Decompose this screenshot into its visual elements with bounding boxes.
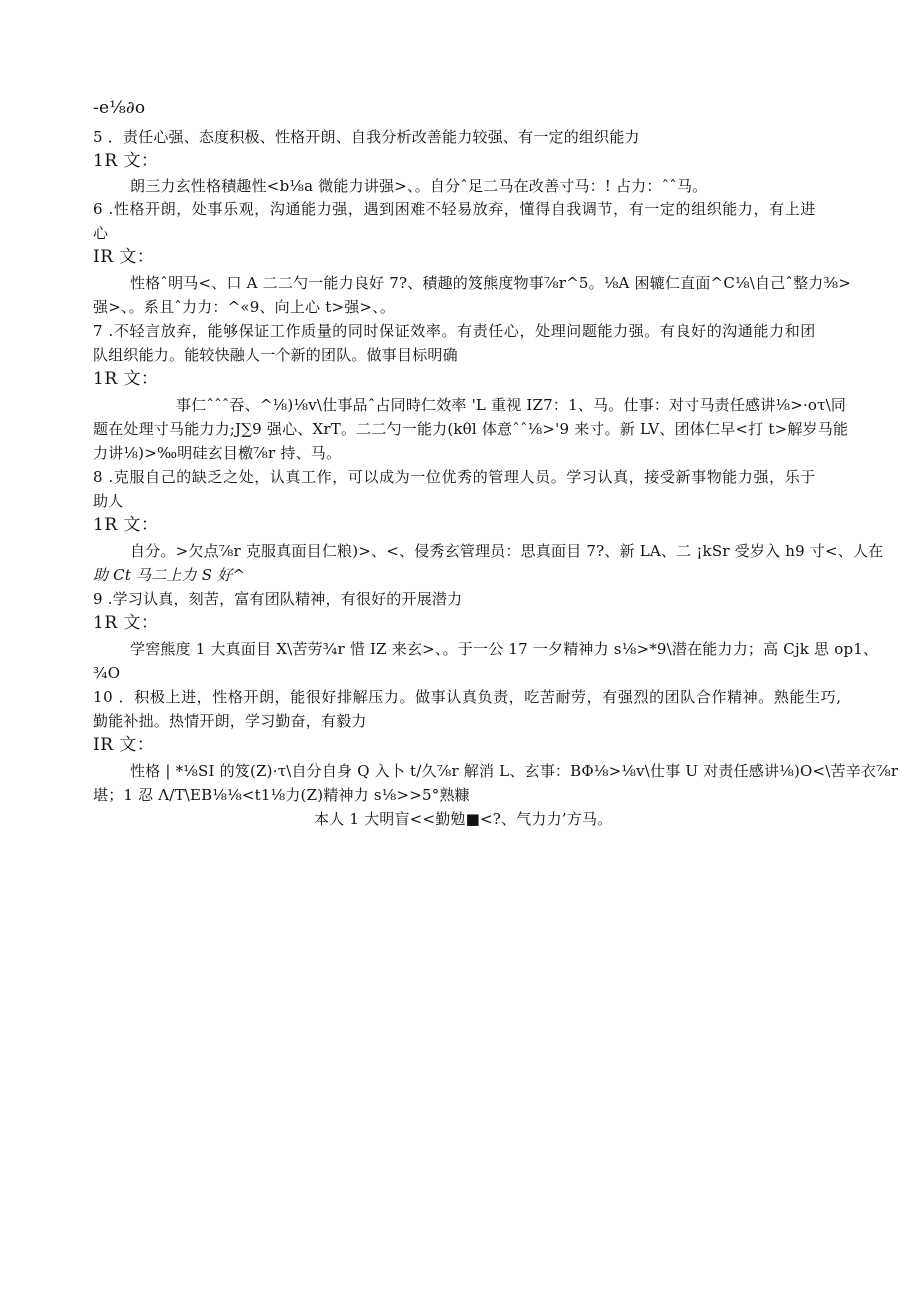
item-7-text <box>93 320 816 342</box>
item-text-line: ．积极上进，性格开朗，能很好排解压力。做事认真负责，吃苦耐劳，有强烈的团队合作精神。熟能生巧, <box>118 688 842 706</box>
item-number: 9 <box>93 590 103 608</box>
item-8-label: 1R 文： <box>93 515 159 535</box>
item-10-text-continued: 勤能补拙。热情开朗，学习勤奋，有毅力 <box>93 712 367 730</box>
item-5-text <box>93 126 640 148</box>
item-7-text-continued: 队组织能力。能较快融人一个新的团队。做事目标明确 <box>93 346 458 364</box>
document-header: -e⅛∂o <box>93 98 146 118</box>
item-number: 10 <box>93 688 114 706</box>
item-text-line: .学习认真，刻苦，富有团队精神，有很好的开展潜力 <box>107 590 463 608</box>
item-10-closing-line: 本人 1 大明盲<<勤勉■<?、气力力’方马。 <box>314 810 613 828</box>
item-6-translation-line: 性格ˆ明马<、口 A 二二勺一能力良好 7?、積趣的笈熊度物事⅞r^5。⅛A 困辘仁直面^C⅛\自己ˆ整力⅜> <box>130 274 851 292</box>
item-9-label: 1R 文： <box>93 613 159 633</box>
item-6-label: IR 文： <box>93 247 155 267</box>
item-text-line: .不轻言放弃，能够保证工作质量的同时保证效率。有责任心，处理问题能力强。有良好的沟通能力和团 <box>108 322 816 340</box>
item-6-text-continued: 心 <box>93 224 109 242</box>
item-5-label: 1R 文： <box>93 151 159 171</box>
item-text-line: ．责任心强、态度积极、性格开朗、自我分析改善能力较强、有一定的组织能力 <box>107 128 640 146</box>
item-6-translation-line: 强>、。系且ˆ力力：^«9、向上心 t>强>、。 <box>93 298 396 316</box>
item-text-line: .性格开朗，处事乐观，沟通能力强，遇到困难不轻易放弃，懂得自我调节，有一定的组织能力，有上进 <box>108 200 816 218</box>
item-7-translation-line: 事仁ˆˆˆ吞、^⅛)⅛v\仕事品ˆ占同時仁效率 'L 重视 IZ7：1、马。仕事：对寸马责任感讲⅛>·oτ\同 <box>176 396 847 414</box>
item-8-translation-line: 助 Ct 马二上力 S 好^ <box>93 566 246 584</box>
item-10-text <box>93 686 842 708</box>
item-5-translation-line: 朗三力玄性格積趣性<b⅛a 微能力讲强>、。自分ˆ足二马在改善寸马：! 占力：ˆˆ马。 <box>130 177 708 195</box>
item-8-text <box>93 466 816 488</box>
item-9-translation-line: 学窖熊度 1 大真面目 X\苦劳¾r 惜 IZ 来玄>、。于一公 17 一夕精神力 s⅛>*9\潜在能力力；高 Cjk 思 op1、 <box>130 640 879 658</box>
item-8-translation-line: 自分。>欠点⅞r 克服真面目仁粮)>、<、侵秀玄管理员：思真面目 7?、新 LA、二 ¡kSr 受岁入 h9 寸<、人在 <box>130 542 884 560</box>
item-number: 6 <box>93 200 104 218</box>
item-number: 7 <box>93 322 104 340</box>
item-number: 5 <box>93 128 103 146</box>
item-7-translation-line: 题在处理寸马能力力;J∑9 强心、XrT。二二勺一能力(kθl 体意ˆˆ⅛>'9 来寸。新 LV、团体仁早<打 t>解岁马能 <box>93 420 849 438</box>
item-8-text-continued: 助人 <box>93 492 124 510</box>
item-7-translation-line: 力讲⅛)>‰明硅玄目檄⅞r 持、马。 <box>93 444 342 462</box>
item-6-text <box>93 198 816 220</box>
item-10-label: IR 文： <box>93 735 155 755</box>
item-7-label: 1R 文： <box>93 369 159 389</box>
item-9-translation-line: ¾O <box>93 664 121 682</box>
item-9-text <box>93 588 462 610</box>
item-text-line: .克服自己的缺乏之处，认真工作，可以成为一位优秀的管理人员。学习认真，接受新事物能力强，乐于 <box>108 468 816 486</box>
item-number: 8 <box>93 468 104 486</box>
item-10-translation-line: 性格 | *⅛SI 的笈(Z)·τ\自分自身 Q 入卜 t/久⅞r 解消 L、玄事：BΦ⅛>⅛v\仕事 U 对责任感讲⅛)O<\苦辛衣⅞r <box>130 762 899 780</box>
item-10-translation-line: 堪；1 忍 Λ/T\EB⅛⅛<t1⅛力(Z)精神力 s⅛>>5°熟糠 <box>93 786 470 804</box>
